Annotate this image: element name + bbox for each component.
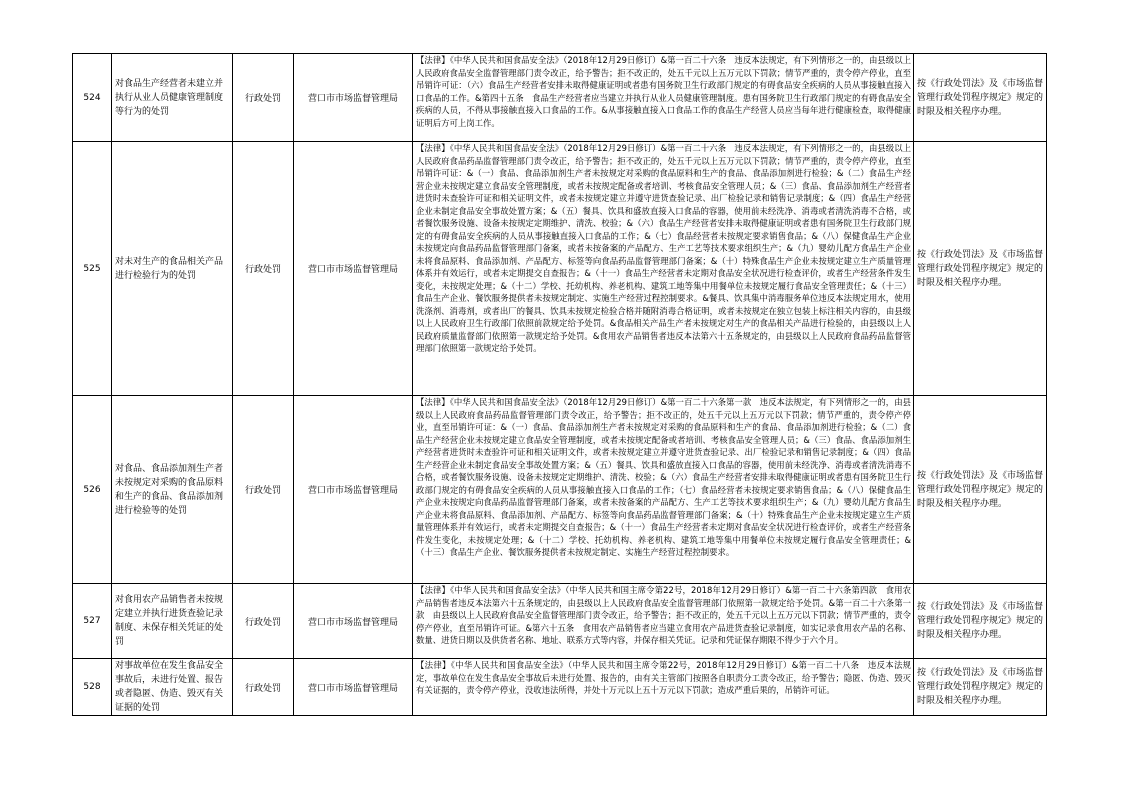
item-legal-basis: 【法律】《中华人民共和国食品安全法》（中华人民共和国主席令第22号，2018年12月29日修订）&第一百二十八条 违反本法规定，事故单位在发生食品安全事故后未进行处置、报告的，由有关主管部门按照各自职责分工责令改正，给予警告；隐匿、伪造、毁灭有关证据的，责令停产停业，没收违法所得，并处十万元以上五十万元以下罚款；造成严重后果的，吊销许可证。 (416, 660, 911, 695)
table-row (73, 142, 1047, 396)
item-procedure-note: 按《行政处罚法》及《市场监督管理行政处罚程序规定》规定的时限及相关程序办理。 (914, 396, 1047, 584)
table-row (73, 659, 1047, 716)
table-row (73, 396, 1047, 584)
item-type: 行政处罚 (233, 396, 294, 584)
table-row (73, 54, 1047, 142)
item-legal-basis-cell (413, 659, 914, 716)
item-type: 行政处罚 (233, 142, 294, 396)
penalty-table (72, 53, 1047, 716)
item-legal-basis-cell (413, 584, 914, 659)
item-legal-basis-cell (413, 54, 914, 142)
item-legal-basis: 【法律】《中华人民共和国食品安全法》（2018年12月29日修订）&第一百二十六条第一款 违反本法规定，有下列情形之一的，由县级以上人民政府食品药品监督管理部门责令改正，给予警告；拒不改正的，处五千元以上五万元以下罚款；情节严重的，责令停产停业，直至吊销许可证：&（一）食品、食品添加剂生产者未按规定对采购的食品原料和生产的食品、食品添加剂进行检验；&（二）食品生产经营企业未按规定建立食品安全管理制度，或者未按规定配备或者培训、考核食品安全管理人员；&（三）食品、食品添加剂生产经营者进货时未查验许可证和相关证明文件，或者未按规定建立并遵守进货查验记录、出厂检验记录和销售记录制度；&（四）食品生产经营企业未制定食品安全事故处置方案；&（五）餐具、饮具和盛放直接入口食品的容器，使用前未经洗净、消毒或者清洗消毒不合格，或者餐饮服务设施、设备未按规定定期维护、清洗、校验；&（六）食品生产经营者安排未取得健康证明或者患有国务院卫生行政部门规定的有碍食品安全疾病的人员从事接触直接入口食品的工作；（七）食品经营者未按规定要求销售食品；&（八）保健食品生产企业未按规定向食品药品监督管理部门备案，或者未按备案的产品配方、生产工艺等技术要求组织生产；&（九）婴幼儿配方食品生产企业未将食品原料、食品添加剂、产品配方、标签等向食品药品监督管理部门备案；&（十）特殊食品生产企业未按规定建立生产质量管理体系并有效运行，或者未定期提交自查报告；&（十一）食品生产经营者未定期对食品安全状况进行检查评价，或者生产经营条件发生变化，未按规定处理；&（十二）学校、托幼机构、养老机构、建筑工地等集中用餐单位未按规定履行食品安全管理责任；&（十三）食品生产企业、餐饮服务提供者未按规定制定、实施生产经营过程控制要求。 (416, 397, 911, 557)
item-number: 528 (73, 659, 112, 716)
item-procedure-note: 按《行政处罚法》及《市场监督管理行政处罚程序规定》规定的时限及相关程序办理。 (914, 142, 1047, 396)
item-legal-basis: 【法律】《中华人民共和国食品安全法》（中华人民共和国主席令第22号，2018年12月29日修订）&第一百二十六条第四款 食用农产品销售者违反本法第六十五条规定的，由县级以上人民政府食品安全监督管理部门依照第一款规定给予处罚。&第一百二十六条第一款 由县级以上人民政府食品安全监督管理部门责令改正，给予警告；拒不改正的，处五千元以上五万元以下罚款；情节严重的，责令停产停业，直至吊销许可证。&第六十五条 食用农产品销售者应当建立食用农产品进货查验记录制度，如实记录食用农产品的名称、数量、进货日期以及供货者名称、地址、联系方式等内容，并保存相关凭证。记录和凭证保存期限不得少于六个月。 (416, 585, 911, 645)
item-legal-basis-cell (413, 396, 914, 584)
item-name: 对食用农产品销售者未按规定建立并执行进货查验记录制度、未保存相关凭证的处罚 (112, 584, 233, 659)
item-legal-basis: 【法律】《中华人民共和国食品安全法》（2018年12月29日修订）&第一百二十六条 违反本法规定，有下列情形之一的，由县级以上人民政府食品安全监督管理部门责令改正，给予警告；拒不改正的，处五千元以上五万元以下罚款；情节严重的，责令停产停业，直至吊销许可证：（六）食品生产经营者安排未取得健康证明或者患有国务院卫生行政部门规定的有碍食品安全疾病的人员从事接触直接入口食品的工作。&第四十五条 食品生产经营者应当建立并执行从业人员健康管理制度。患有国务院卫生行政部门规定的有碍食品安全疾病的人员，不得从事接触直接入口食品的工作。&从事接触直接入口食品工作的食品生产经营人员应当每年进行健康检查，取得健康证明后方可上岗工作。 (416, 55, 911, 128)
item-legal-basis-cell (413, 142, 914, 396)
item-type: 行政处罚 (233, 584, 294, 659)
item-department: 营口市市场监督管理局 (294, 659, 413, 716)
item-procedure-note: 按《行政处罚法》及《市场监督管理行政处罚程序规定》规定的时限及相关程序办理。 (914, 54, 1047, 142)
item-type: 行政处罚 (233, 54, 294, 142)
item-department: 营口市市场监督管理局 (294, 584, 413, 659)
item-department: 营口市市场监督管理局 (294, 396, 413, 584)
item-department: 营口市市场监督管理局 (294, 142, 413, 396)
item-name: 对未对生产的食品相关产品进行检验行为的处罚 (112, 142, 233, 396)
item-number: 526 (73, 396, 112, 584)
item-number: 524 (73, 54, 112, 142)
item-procedure-note: 按《行政处罚法》及《市场监督管理行政处罚程序规定》规定的时限及相关程序办理。 (914, 584, 1047, 659)
table-row (73, 584, 1047, 659)
item-name: 对食品生产经营者未建立并执行从业人员健康管理制度等行为的处罚 (112, 54, 233, 142)
item-name: 对事故单位在发生食品安全事故后，未进行处置、报告或者隐匿、伪造、毁灭有关证据的处罚 (112, 659, 233, 716)
item-legal-basis: 【法律】《中华人民共和国食品安全法》（2018年12月29日修订）&第一百二十六条 违反本法规定，有下列情形之一的，由县级以上人民政府食品药品监督管理部门责令改正，给予警告；拒不改正的，处五千元以上五万元以下罚款；情节严重的，责令停产停业，直至吊销许可证：&（一）食品、食品添加剂生产者未按规定对采购的食品原料和生产的食品、食品添加剂进行检验；&（二）食品生产经营企业未按规定建立食品安全管理制度，或者未按规定配备或者培训、考核食品安全管理人员；&（三）食品、食品添加剂生产经营者进货时未查验许可证和相关证明文件，或者未按规定建立并遵守进货查验记录、出厂检验记录和销售记录制度；&（四）食品生产经营企业未制定食品安全事故处置方案；&（五）餐具、饮具和盛放直接入口食品的容器，使用前未经洗净、消毒或者清洗消毒不合格，或者餐饮服务设施、设备未按规定定期维护、清洗、校验；&（六）食品生产经营者安排未取得健康证明或者患有国务院卫生行政部门规定的有碍食品安全疾病的人员从事接触直接入口食品的工作；&（七）食品经营者未按规定要求销售食品；&（八）保健食品生产企业未按规定向食品药品监督管理部门备案，或者未按备案的产品配方、生产工艺等技术要求组织生产；&（九）婴幼儿配方食品生产企业未将食品原料、食品添加剂、产品配方、标签等向食品药品监督管理部门备案；&（十）特殊食品生产企业未按规定建立生产质量管理体系并有效运行，或者未定期提交自查报告；&（十一）食品生产经营者未定期对食品安全状况进行检查评价，或者生产经营条件发生变化，未按规定处理；&（十二）学校、托幼机构、养老机构、建筑工地等集中用餐单位未按规定履行食品安全管理责任；&（十三）食品生产企业、餐饮服务提供者未按规定制定、实施生产经营过程控制要求。&餐具、饮具集中消毒服务单位违反本法规定用水，使用洗涤剂、消毒剂，或者出厂的餐具、饮具未按规定检验合格并随附消毒合格证明，或者未按规定在独立包装上标注相关内容的，由县级以上人民政府卫生行政部门依照前款规定给予处罚。&食品相关产品生产者未按规定对生产的食品相关产品进行检验的，由县级以上人民政府质量监督部门依照第一款规定给予处罚。&食用农产品销售者违反本法第六十五条规定的，由县级以上人民政府食品药品监督管理部门依照第一款规定给予处罚。 (416, 143, 911, 353)
item-type: 行政处罚 (233, 659, 294, 716)
item-name: 对食品、食品添加剂生产者未按规定对采购的食品原料和生产的食品、食品添加剂进行检验等的处罚 (112, 396, 233, 584)
item-number: 527 (73, 584, 112, 659)
item-number: 525 (73, 142, 112, 396)
item-procedure-note: 按《行政处罚法》及《市场监督管理行政处罚程序规定》规定的时限及相关程序办理。 (914, 659, 1047, 716)
item-department: 营口市市场监督管理局 (294, 54, 413, 142)
